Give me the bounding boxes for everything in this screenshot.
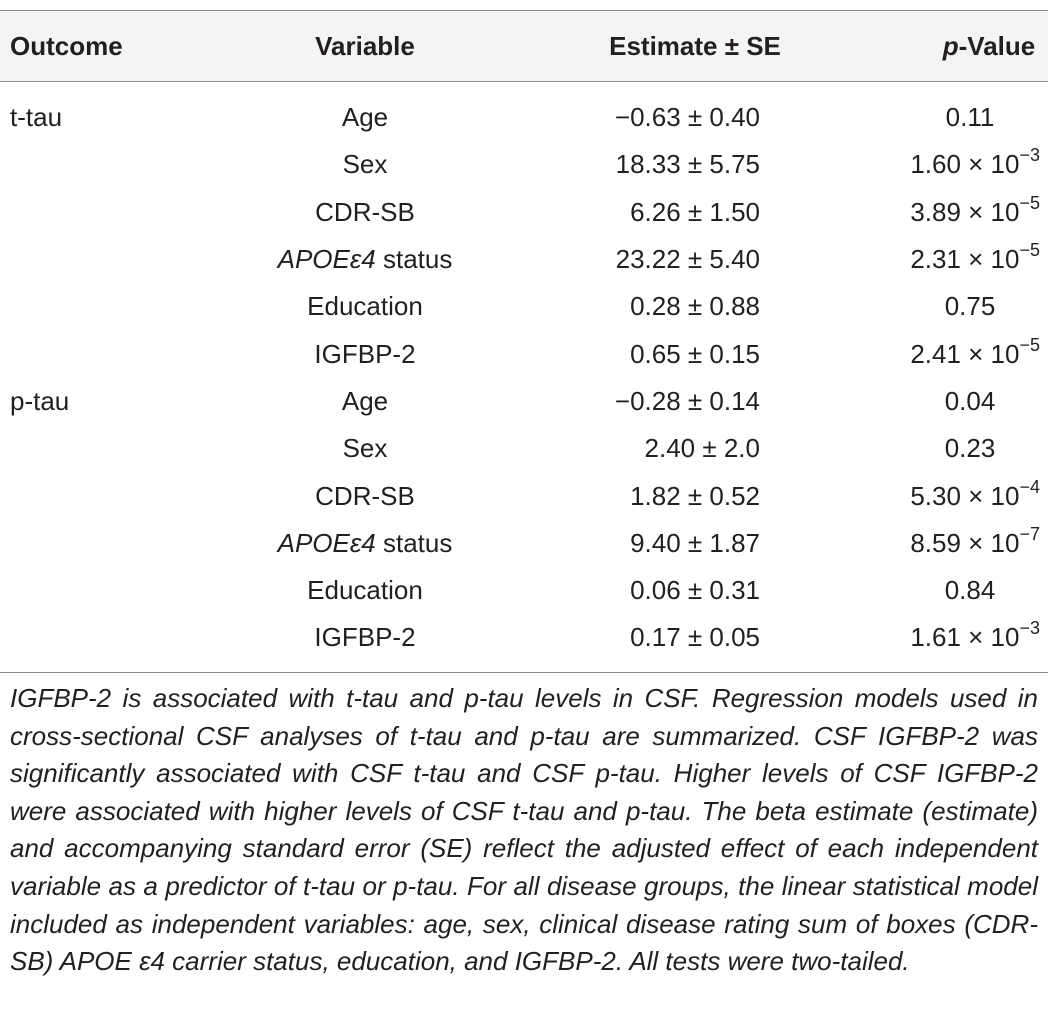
cell-outcome (0, 520, 230, 567)
table-body (0, 82, 1048, 673)
pvalue-base: 0.04 (944, 385, 996, 416)
cell-variable (230, 330, 500, 377)
pvalue-base: 2.31 × 10 (910, 244, 1020, 275)
pvalue-base: 3.89 × 10 (910, 196, 1020, 227)
cell-estimate: −0.28 ± 0.14 (614, 385, 760, 416)
header-pvalue-italic: p (942, 30, 959, 61)
variable-text: status (375, 527, 453, 558)
cell-variable (230, 82, 500, 142)
variable-text: CDR-SB (315, 196, 415, 227)
cell-variable (230, 141, 500, 188)
variable-text: Education (307, 575, 423, 606)
variable-text: Education (307, 291, 423, 322)
variable-text: IGFBP-2 (314, 338, 416, 369)
table-row (0, 378, 1048, 425)
pvalue-exponent: −7 (1019, 523, 1040, 544)
cell-variable (230, 472, 500, 519)
cell-variable (230, 614, 500, 672)
cell-pvalue (810, 82, 1048, 142)
pvalue-exponent: −3 (1019, 618, 1040, 639)
pvalue-wrap (910, 334, 1040, 370)
table-row (0, 614, 1048, 672)
header-estimate: Estimate ± SE (609, 30, 781, 61)
cell-variable (230, 189, 500, 236)
cell-outcome: t-tau (10, 102, 63, 133)
pvalue-exponent: −5 (1019, 240, 1040, 261)
pvalue-base: 0.75 (944, 291, 996, 322)
table-row (0, 330, 1048, 377)
pvalue-wrap (910, 192, 1040, 228)
pvalue-base: 1.60 × 10 (910, 149, 1020, 180)
pvalue-base: 0.11 (945, 102, 995, 133)
cell-estimate: 0.65 ± 0.15 (630, 338, 760, 369)
table-caption: IGFBP-2 is associated with t-tau and p-tau levels in CSF. Regression models used in cross-sectional CSF analyses of t-tau and p-tau are summarized. CSF IGFBP-2 was significantly associated with CSF t-tau and CSF p-tau. Higher levels of CSF IGFBP-2 were associated with higher levels of CSF t-tau and p-tau. The beta estimate (estimate) and accompanying standard error (SE) reflect the adjusted effect of each independent variable as a predictor of t-tau or p-tau. For all disease groups, the linear statistical model included as independent variables: age, sex, clinical disease rating sum of boxes (CDR-SB) APOE ε4 carrier status, education, and IGFBP-2. All tests were two-tailed. (10, 683, 1038, 977)
cell-outcome (0, 141, 230, 188)
variable-text: Sex (342, 149, 388, 180)
table-row (0, 425, 1048, 472)
cell-estimate: 1.82 ± 0.52 (630, 480, 760, 511)
variable-text: Age (341, 102, 389, 133)
pvalue-wrap (910, 523, 1040, 559)
pvalue-exponent: −3 (1019, 145, 1040, 166)
table-row (0, 189, 1048, 236)
cell-pvalue (810, 567, 1048, 614)
cell-outcome (0, 614, 230, 672)
pvalue-base: 5.30 × 10 (910, 480, 1020, 511)
cell-estimate: 6.26 ± 1.50 (630, 196, 760, 227)
pvalue-wrap (900, 575, 1040, 606)
cell-outcome: p-tau (10, 385, 70, 416)
pvalue-wrap (900, 291, 1040, 322)
variable-italic-part: APOEε4 (277, 527, 376, 558)
cell-estimate: 18.33 ± 5.75 (615, 149, 760, 180)
variable-italic-part: APOEε4 (277, 244, 376, 275)
cell-pvalue (810, 425, 1048, 472)
variable-text: status (375, 244, 453, 275)
pvalue-wrap (910, 145, 1040, 180)
pvalue-base: 8.59 × 10 (910, 527, 1020, 558)
cell-estimate: 0.17 ± 0.05 (630, 622, 760, 653)
cell-estimate: 2.40 ± 2.0 (644, 433, 760, 464)
table-row (0, 520, 1048, 567)
variable-text: IGFBP-2 (314, 622, 416, 653)
cell-estimate: 23.22 ± 5.40 (615, 244, 760, 275)
cell-estimate: 0.28 ± 0.88 (630, 291, 760, 322)
cell-pvalue (810, 520, 1048, 567)
table-row (0, 82, 1048, 142)
cell-outcome (0, 189, 230, 236)
table-row (0, 141, 1048, 188)
pvalue-base: 0.23 (944, 433, 996, 464)
cell-variable (230, 567, 500, 614)
header-pvalue-rest: -Value (958, 30, 1036, 61)
variable-text: Age (341, 385, 389, 416)
pvalue-wrap (910, 240, 1040, 275)
pvalue-base: 1.61 × 10 (910, 622, 1020, 653)
pvalue-exponent: −4 (1019, 476, 1040, 497)
pvalue-wrap (910, 476, 1040, 512)
cell-pvalue (810, 189, 1048, 236)
table-row (0, 472, 1048, 519)
pvalue-wrap (910, 618, 1040, 653)
cell-variable (230, 236, 500, 283)
cell-estimate: −0.63 ± 0.40 (614, 102, 760, 133)
cell-variable (230, 283, 500, 330)
cell-pvalue (810, 472, 1048, 519)
variable-text: Sex (342, 433, 388, 464)
cell-pvalue (810, 236, 1048, 283)
cell-pvalue (810, 141, 1048, 188)
cell-pvalue (810, 614, 1048, 672)
table-header-row (0, 11, 1048, 82)
cell-estimate: 0.06 ± 0.31 (630, 575, 760, 606)
cell-variable (230, 520, 500, 567)
cell-outcome (0, 472, 230, 519)
cell-pvalue (810, 283, 1048, 330)
table-row (0, 567, 1048, 614)
table-row (0, 283, 1048, 330)
cell-pvalue (810, 330, 1048, 377)
pvalue-base: 0.84 (944, 575, 996, 606)
cell-outcome (0, 283, 230, 330)
regression-table (0, 10, 1048, 673)
cell-outcome (0, 425, 230, 472)
header-outcome: Outcome (10, 30, 123, 61)
pvalue-exponent: −5 (1019, 192, 1040, 213)
cell-variable (230, 378, 500, 425)
pvalue-wrap (900, 102, 1040, 133)
pvalue-wrap (900, 433, 1040, 464)
header-variable: Variable (315, 30, 415, 61)
table-row (0, 236, 1048, 283)
variable-text: CDR-SB (315, 480, 415, 511)
pvalue-base: 2.41 × 10 (910, 338, 1020, 369)
cell-pvalue (810, 378, 1048, 425)
cell-estimate: 9.40 ± 1.87 (630, 527, 760, 558)
cell-outcome (0, 330, 230, 377)
header-pvalue (810, 11, 1048, 82)
pvalue-exponent: −5 (1019, 334, 1040, 355)
pvalue-wrap (900, 386, 1040, 417)
cell-outcome (0, 236, 230, 283)
cell-outcome (0, 567, 230, 614)
cell-variable (230, 425, 500, 472)
